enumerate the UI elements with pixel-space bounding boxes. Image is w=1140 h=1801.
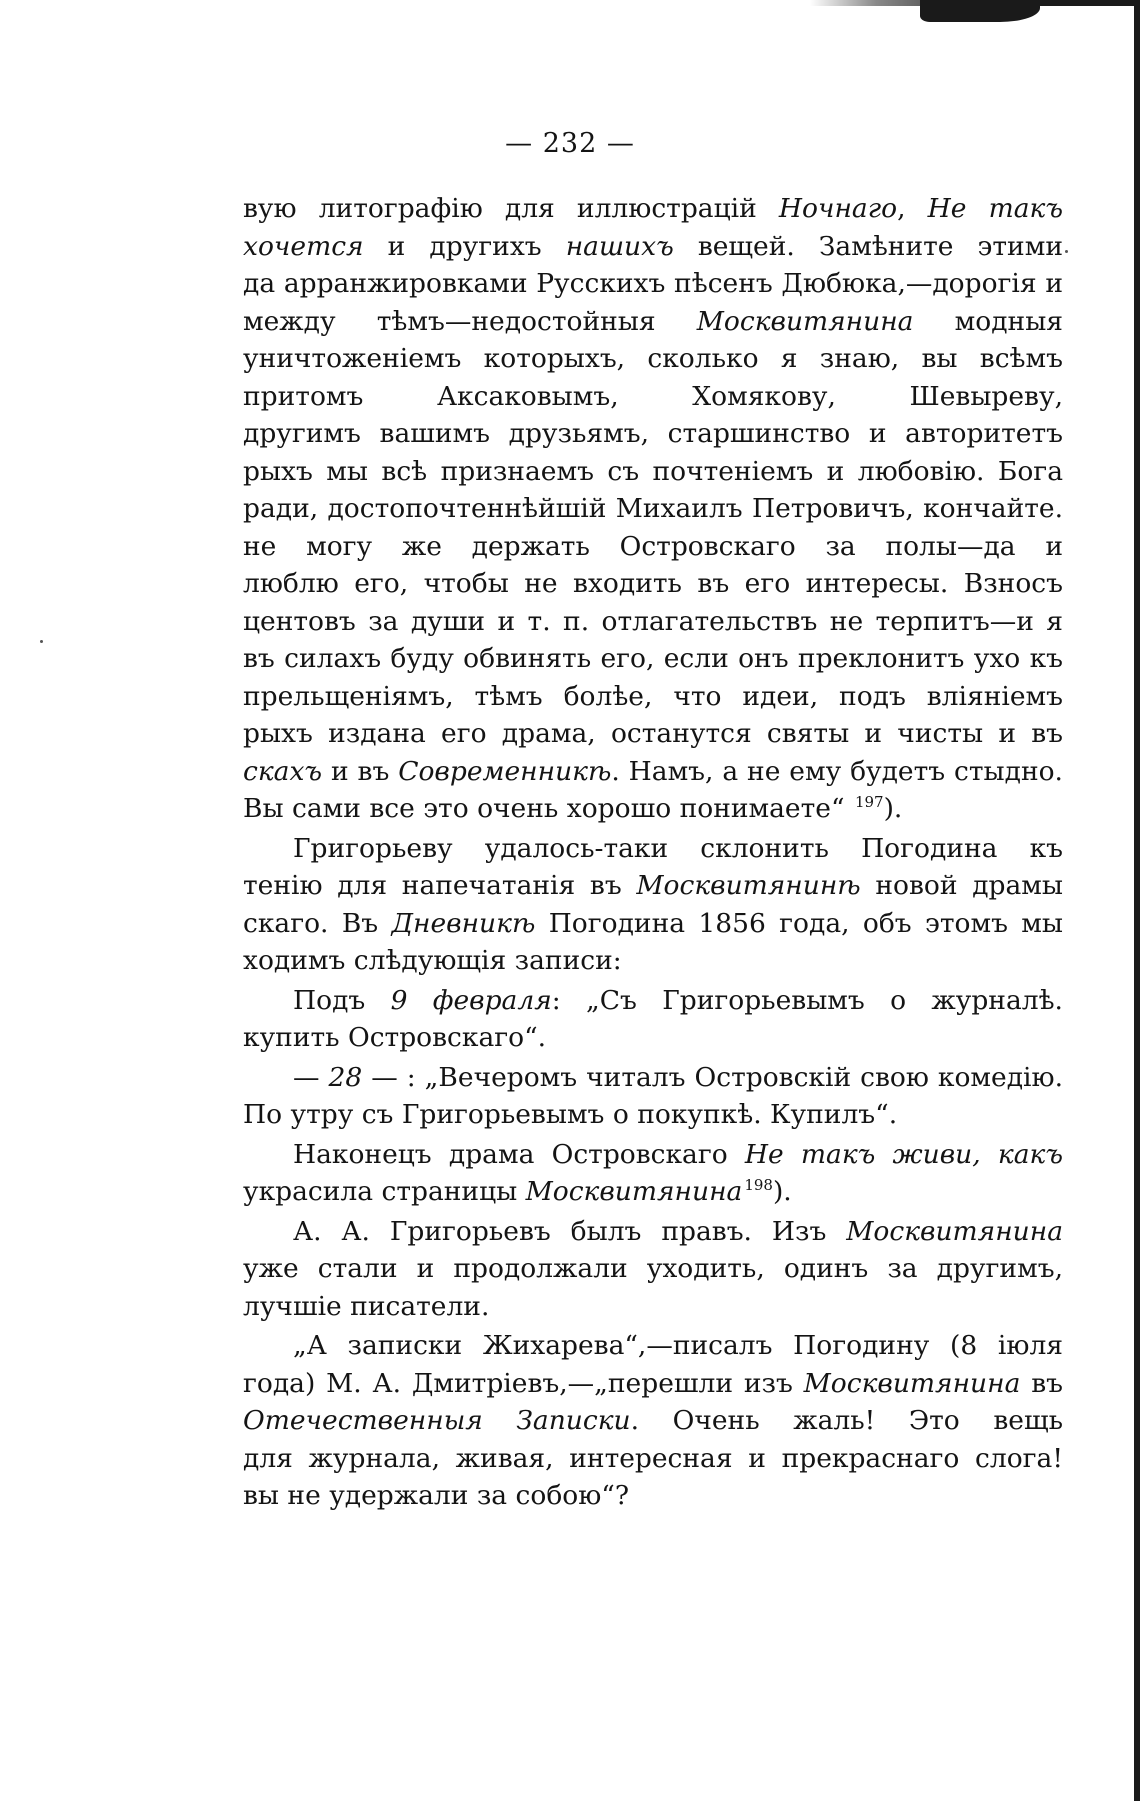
scan-speck xyxy=(40,640,43,643)
italic-title: Дневникѣ xyxy=(391,907,536,939)
italic-title: нашихъ xyxy=(565,230,674,262)
text-line: да арранжировками Русскихъ пѣсенъ Дюбюка,—дорогія и xyxy=(243,268,1063,299)
text-line: другимъ вашимъ друзьямъ, старшинство и авторитетъ xyxy=(243,418,1063,449)
text-line: въ силахъ буду обвинять его, если онъ преклонитъ ухо къ xyxy=(243,643,1063,674)
italic-title: Современникѣ xyxy=(398,755,612,787)
text-line: вую литографію для иллюстрацій Ночнаго, Не такъ xyxy=(243,190,1063,228)
scan-edge-right xyxy=(1134,0,1140,1801)
text-line: украсила страницы Москвитянина $^{198}$). xyxy=(243,1176,792,1207)
italic-title: 9 февраля xyxy=(390,984,552,1016)
text-line: уничтоженіемъ которыхъ, сколько я знаю, вы всѣмъ xyxy=(243,343,1063,374)
italic-title: Москвитянинѣ xyxy=(636,870,861,901)
italic-title: скахъ xyxy=(243,755,323,787)
page-body xyxy=(243,190,1063,1515)
italic-title: Ночнаго xyxy=(778,193,898,224)
text-line: — 28 — : „Вечеромъ читалъ Островскій свою комедію. xyxy=(293,1061,1063,1093)
footnote-ref: 198 xyxy=(744,1176,773,1194)
italic-title: Не такъ живи, какъ xyxy=(744,1138,1063,1170)
text-line: притомъ Аксаковымъ, Хомякову, Шевыреву, xyxy=(243,380,1063,412)
italic-title: Москвитянина xyxy=(525,1176,743,1207)
italic-title: Москвитянина xyxy=(803,1367,1021,1399)
footnote-ref: 197 xyxy=(854,793,884,811)
italic-title: Не такъ xyxy=(927,193,1063,224)
text-line: люблю его, чтобы не входить въ его интересы. Взносъ xyxy=(243,568,1063,599)
text-line: Григорьеву удалось-таки склонить Погодина къ xyxy=(293,832,1063,864)
italic-title: Москвитянина xyxy=(846,1215,1063,1247)
text-line: Наконецъ драма Островскаго Не такъ живи, какъ xyxy=(243,1136,1063,1174)
text-line: хочется и другихъ нашихъ вещей. Замѣните этими xyxy=(243,230,1063,262)
scan-ink-blot xyxy=(920,0,1040,22)
italic-title: Москвитянина xyxy=(696,305,914,337)
text-line: Отечественныя Записки. Очень жаль! Это вещь xyxy=(243,1405,1063,1436)
text-line: не могу же держать Островскаго за полы—да и xyxy=(243,530,1063,562)
text-line: рыхъ издана его драма, останутся святы и чисты и въ xyxy=(243,718,1063,749)
text-line: купить Островскаго“. xyxy=(243,1022,547,1053)
text-line: „А записки Жихарева“,—писалъ Погодину (8 іюля xyxy=(293,1330,1063,1361)
text-line: вы не удержали за собою“? xyxy=(243,1480,630,1511)
page-number: — 232 — xyxy=(505,128,635,159)
text-line: лучшіе писатели. xyxy=(243,1290,490,1322)
italic-title: Отечественныя Записки xyxy=(243,1405,631,1436)
text-line: между тѣмъ—недостойныя Москвитянина модныя xyxy=(243,305,1063,337)
text-line: прельщеніямъ, тѣмъ болѣе, что идеи, подъ вліяніемъ xyxy=(243,680,1063,712)
italic-title: 28 xyxy=(328,1061,363,1093)
text-line: скаго. Въ Дневникѣ Погодина 1856 года, объ этомъ мы xyxy=(243,907,1063,939)
text-line: скахъ и въ Современникѣ. Намъ, а не ему будетъ стыдно. xyxy=(243,755,1063,787)
italic-title: хочется xyxy=(243,230,364,262)
text-line: Вы сами все это очень хорошо понимаете“ $^{197}$). xyxy=(243,793,903,824)
text-line: года) М. А. Дмитріевъ,—„перешли изъ Москвитянина въ xyxy=(243,1367,1063,1399)
scan-speck xyxy=(1065,250,1068,253)
text-line: уже стали и продолжали уходить, одинъ за другимъ, xyxy=(243,1253,1063,1284)
text-line: для журнала, живая, интересная и прекраснаго слога! xyxy=(243,1442,1063,1474)
text-line: тенію для напечатанія въ Москвитянинѣ новой драмы xyxy=(243,870,1063,901)
text-line: ходимъ слѣдующія записи: xyxy=(243,945,622,976)
text-line: центовъ за души и т. п. отлагательствъ не терпитъ—и я xyxy=(243,605,1063,637)
text-line: рыхъ мы всѣ признаемъ съ почтеніемъ и любовію. Бога xyxy=(243,455,1063,487)
text-line: Подъ 9 февраля: „Съ Григорьевымъ о журналѣ. xyxy=(293,984,1063,1016)
text-line: По утру съ Григорьевымъ о покупкѣ. Купилъ“. xyxy=(243,1099,898,1130)
text-line: ради, достопочтеннѣйшій Михаилъ Петровичъ, кончайте. xyxy=(243,493,1063,524)
text-line: А. А. Григорьевъ былъ правъ. Изъ Москвитянина xyxy=(293,1215,1063,1247)
